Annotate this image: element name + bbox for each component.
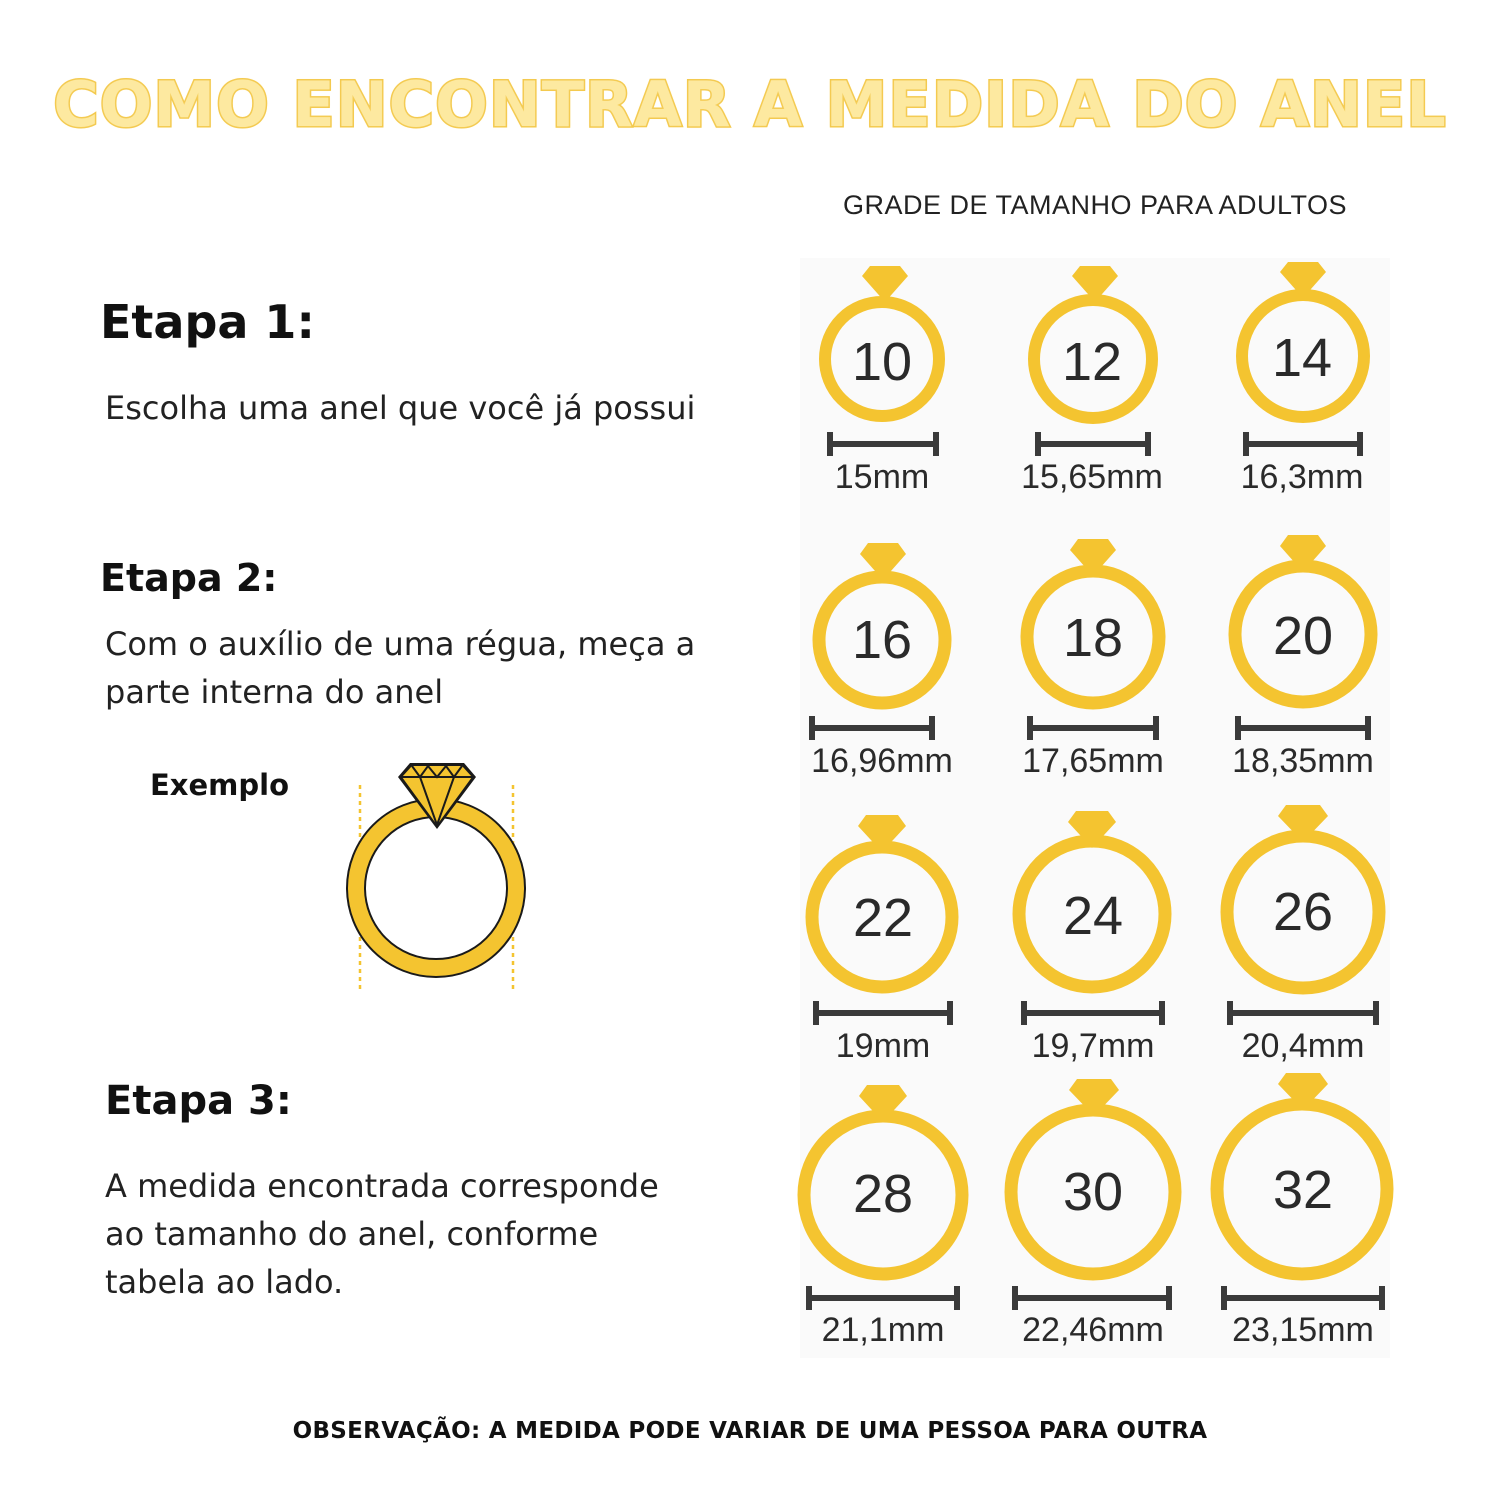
ring-mm-16: 16,96mm [811,742,953,780]
ring-mm-24: 19,7mm [1031,1027,1155,1065]
step-2-text-line-1: Com o auxílio de uma régua, meça a [105,625,696,663]
step-3-heading: Etapa 3: [105,1078,292,1124]
ring-size-22: 22 [852,888,914,948]
ring-mm-22: 19mm [835,1027,931,1065]
step-3-text-line-3: tabela ao lado. [105,1263,344,1301]
ring-mm-28: 21,1mm [821,1311,945,1349]
ring-size-10: 10 [851,332,913,392]
ring-mm-10: 15mm [834,458,930,496]
ring-size-12: 12 [1061,332,1123,392]
ring-size-18: 18 [1062,608,1124,668]
ring-size-20: 20 [1272,606,1334,666]
footnote: OBSERVAÇÃO: A MEDIDA PODE VARIAR DE UMA PESSOA PARA OUTRA [292,1418,1208,1444]
step-2-heading: Etapa 2: [100,556,278,600]
ring-mm-14: 16,3mm [1240,458,1364,496]
ring-size-16: 16 [851,610,913,670]
ring-mm-26: 20,4mm [1241,1027,1365,1065]
ring-mm-12: 15,65mm [1021,458,1163,496]
step-3-text-line-2: ao tamanho do anel, conforme [105,1215,599,1253]
step-2-text-line-2: parte interna do anel [105,673,444,711]
size-grid-title: GRADE DE TAMANHO PARA ADULTOS [842,190,1348,220]
ring-mm-18: 17,65mm [1022,742,1164,780]
ring-size-26: 26 [1272,882,1334,942]
ring-size-30: 30 [1062,1162,1124,1222]
ring-size-14: 14 [1271,328,1333,388]
ring-size-28: 28 [852,1164,914,1224]
example-label: Exemplo [150,768,290,802]
example-ring-icon [340,755,540,995]
step-3-text-line-1: A medida encontrada corresponde [105,1167,659,1205]
ring-size-32: 32 [1272,1160,1334,1220]
ring-mm-30: 22,46mm [1022,1311,1164,1349]
ring-size-24: 24 [1062,886,1124,946]
ring-mm-32: 23,15mm [1232,1311,1374,1349]
page-title: COMO ENCONTRAR A MEDIDA DO ANEL [53,68,1447,141]
step-1-heading: Etapa 1: [100,295,315,349]
ring-mm-20: 18,35mm [1232,742,1374,780]
step-1-text: Escolha uma anel que você já possui [105,389,696,427]
